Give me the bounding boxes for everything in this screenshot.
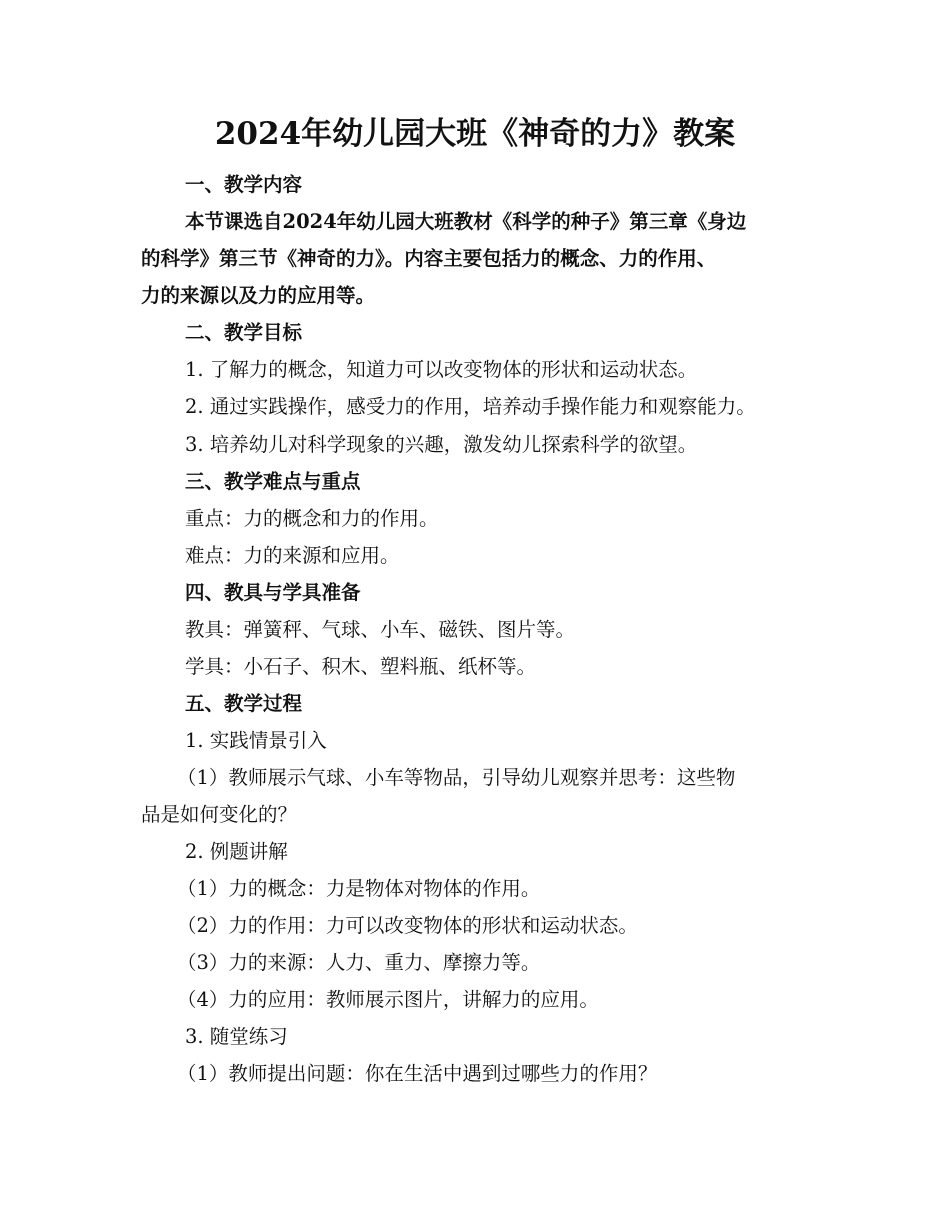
section-heading-objectives: 二、教学目标 bbox=[185, 321, 303, 344]
list-item: （1）力的概念：力是物体对物体的作用。 bbox=[177, 877, 541, 900]
paragraph-line: 品是如何变化的？ bbox=[141, 803, 298, 826]
paragraph-line: 力的来源以及力的应用等。 bbox=[141, 284, 376, 307]
document-title: 2024年幼儿园大班《神奇的力》教案 bbox=[214, 116, 736, 152]
step-label: 2. 例题讲解 bbox=[185, 840, 288, 863]
list-item: 难点：力的来源和应用。 bbox=[185, 544, 400, 567]
list-item: 教具：弹簧秤、气球、小车、磁铁、图片等。 bbox=[185, 618, 576, 641]
section-heading-process: 五、教学过程 bbox=[185, 692, 303, 715]
list-item: （3）力的来源：人力、重力、摩擦力等。 bbox=[177, 951, 541, 974]
paragraph-line: 的科学》第三节《神奇的力》。内容主要包括力的概念、力的作用、 bbox=[141, 247, 717, 270]
section-heading-key-points: 三、教学难点与重点 bbox=[185, 470, 361, 493]
list-item: （1）教师提出问题：你在生活中遇到过哪些力的作用？ bbox=[177, 1062, 658, 1085]
list-item: （4）力的应用：教师展示图片，讲解力的应用。 bbox=[177, 988, 599, 1011]
list-item: （2）力的作用：力可以改变物体的形状和运动状态。 bbox=[177, 914, 638, 937]
list-item: 1. 了解力的概念，知道力可以改变物体的形状和运动状态。 bbox=[185, 358, 698, 381]
paragraph-line: （1）教师展示气球、小车等物品，引导幼儿观察并思考：这些物 bbox=[177, 766, 736, 789]
list-item: 2. 通过实践操作，感受力的作用，培养动手操作能力和观察能力。 bbox=[185, 395, 756, 418]
section-heading-content: 一、教学内容 bbox=[185, 173, 303, 196]
step-label: 3. 随堂练习 bbox=[185, 1025, 288, 1048]
list-item: 3. 培养幼儿对科学现象的兴趣，激发幼儿探索科学的欲望。 bbox=[185, 433, 698, 456]
step-label: 1. 实践情景引入 bbox=[185, 729, 327, 752]
section-heading-materials: 四、教具与学具准备 bbox=[185, 581, 361, 604]
paragraph-line: 本节课选自2024年幼儿园大班教材《科学的种子》第三章《身边 bbox=[185, 210, 747, 233]
list-item: 重点：力的概念和力的作用。 bbox=[185, 507, 439, 530]
list-item: 学具：小石子、积木、塑料瓶、纸杯等。 bbox=[185, 655, 537, 678]
